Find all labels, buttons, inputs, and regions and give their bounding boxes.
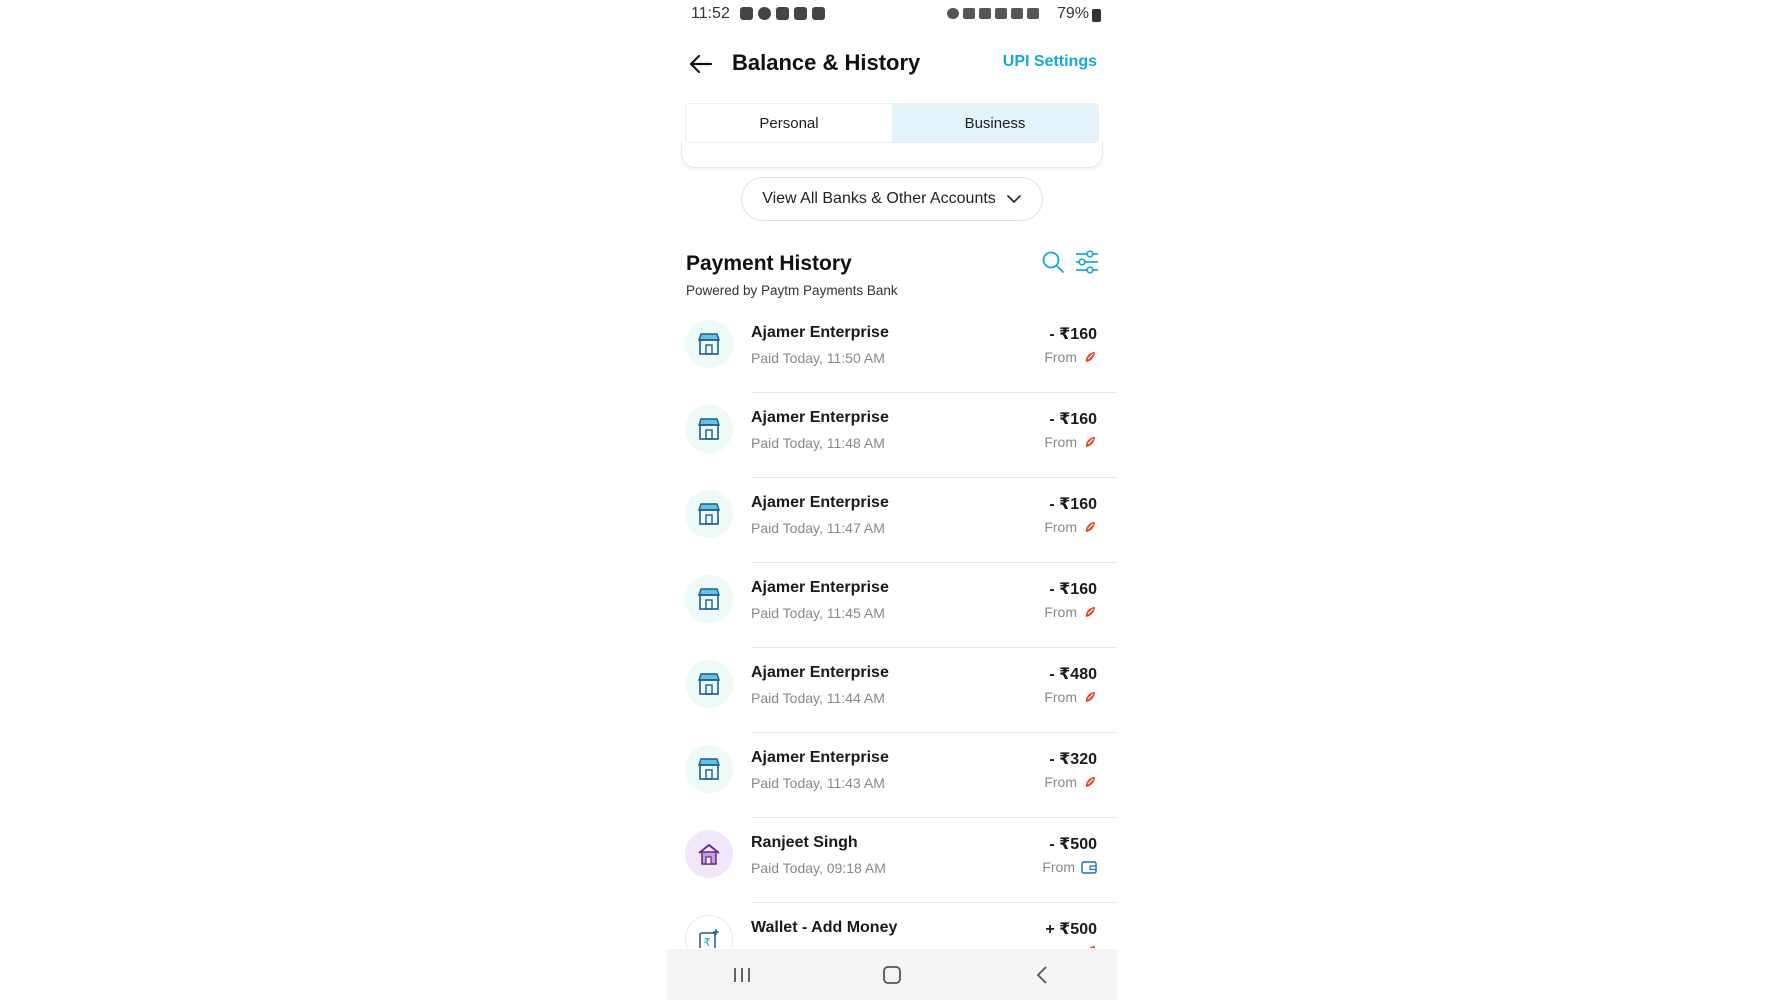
transaction-source [1044,604,1097,620]
transaction-amount: - ₹160 [1049,496,1097,513]
search-icon [1041,250,1065,274]
transaction-row[interactable] [667,733,1117,818]
transaction-amount: - ₹160 [1049,326,1097,343]
volte-icon [995,8,1007,19]
from-label: From [1042,859,1075,875]
arrow-left-icon [685,48,717,80]
transaction-name: Ajamer Enterprise [751,409,889,426]
chevron-left-icon [1035,965,1049,985]
store-icon [696,331,722,357]
upi-settings-link[interactable]: UPI Settings [1002,53,1097,70]
volte-icon [963,8,975,19]
transaction-name: Ranjeet Singh [751,834,858,851]
checkbox-icon [812,7,825,20]
filter-sliders-icon [1074,248,1100,276]
tab-personal[interactable]: Personal [686,104,892,142]
signal-icon [979,8,991,19]
transaction-time: Paid Today, 11:43 AM [751,775,885,791]
transaction-row[interactable] [667,478,1117,563]
home-icon [696,841,722,867]
signal-icon [1027,8,1039,19]
from-label: From [1044,349,1077,365]
instagram-icon [776,7,789,20]
merchant-avatar [685,405,733,453]
balance-card-edge [681,142,1103,168]
bank-logo-icon [1083,350,1097,364]
transaction-row[interactable] [667,563,1117,648]
merchant-avatar [685,320,733,368]
system-back-button[interactable] [1022,955,1062,995]
transaction-source [1044,774,1097,790]
transaction-row[interactable] [667,308,1117,393]
phone-screen [667,0,1117,1000]
transaction-row[interactable] [667,648,1117,733]
system-icons [947,8,1039,19]
bank-logo-icon [1083,775,1097,789]
bank-logo-icon [1083,605,1097,619]
view-all-label: View All Banks & Other Accounts [762,190,996,207]
transaction-list [667,308,1117,948]
transaction-name: Ajamer Enterprise [751,749,889,766]
alarm-icon [947,8,959,19]
store-icon [696,501,722,527]
transaction-amount: - ₹160 [1049,411,1097,428]
from-label: From [1044,434,1077,450]
transaction-source [1042,859,1097,875]
transaction-time: Paid Today, 11:45 AM [751,605,885,621]
transaction-source [1044,349,1097,365]
instagram-icon [794,7,807,20]
transaction-amount: + ₹500 [1045,921,1097,938]
transaction-time: Paid Today, 11:48 AM [751,435,885,451]
status-bar [667,0,1117,30]
status-time: 11:52 [691,5,730,22]
transaction-amount: - ₹160 [1049,581,1097,598]
merchant-avatar [685,660,733,708]
home-square-icon [882,965,902,985]
contact-avatar [685,830,733,878]
transaction-source [1077,944,1097,948]
transaction-row[interactable] [667,393,1117,478]
transaction-time: Paid Today, 09:18 AM [751,860,886,876]
view-all-accounts-button[interactable] [741,177,1043,221]
store-icon [696,416,722,442]
transaction-time: Paid Today, 11:44 AM [751,690,885,706]
search-button[interactable] [1041,250,1065,274]
page-title: Balance & History [732,50,921,75]
message-icon [740,7,753,20]
filter-button[interactable] [1074,248,1100,276]
home-button[interactable] [872,955,912,995]
transaction-source [1044,434,1097,450]
wallet-icon [1081,860,1097,874]
transaction-time: Paid Today, 11:50 AM [751,350,885,366]
store-icon [696,756,722,782]
transaction-name: Wallet - Add Money [751,919,898,936]
merchant-avatar [685,575,733,623]
transaction-name: Ajamer Enterprise [751,324,889,341]
battery-percentage: 79% [1056,5,1089,22]
recent-apps-icon [731,966,753,984]
payment-history-title: Payment History [686,252,852,275]
transaction-source [1044,689,1097,705]
transaction-amount: - ₹480 [1049,666,1097,683]
payment-history-subtitle: Powered by Paytm Payments Bank [686,283,898,298]
notification-icon [758,7,771,20]
transaction-name: Ajamer Enterprise [751,664,889,681]
wallet-add-icon [696,926,722,948]
tab-business[interactable]: Business [892,104,1098,142]
transaction-row[interactable] [667,903,1117,948]
wallet-avatar [685,915,733,948]
bank-logo-icon [1083,690,1097,704]
merchant-avatar [685,490,733,538]
from-label: From [1044,689,1077,705]
transaction-time: Paid Today, 11:47 AM [751,520,885,536]
from-label: From [1044,774,1077,790]
account-type-tabs [685,103,1099,143]
app-header [667,40,1117,88]
bank-logo-icon [1083,435,1097,449]
transaction-name: Ajamer Enterprise [751,494,889,511]
lte-icon [1011,8,1023,19]
recent-apps-button[interactable] [722,955,762,995]
transaction-amount: - ₹320 [1049,751,1097,768]
back-button[interactable] [685,48,717,80]
transaction-row[interactable] [667,818,1117,903]
from-label: From [1044,604,1077,620]
bank-logo-icon [1083,520,1097,534]
bank-logo-icon [1083,944,1097,948]
battery-icon [1092,9,1101,22]
transaction-amount: - ₹500 [1049,836,1097,853]
transaction-source [1044,519,1097,535]
chevron-down-icon [1006,191,1022,207]
svg-text:₹: ₹ [703,936,711,948]
merchant-avatar [685,745,733,793]
store-icon [696,586,722,612]
from-label: From [1044,519,1077,535]
transaction-name: Ajamer Enterprise [751,579,889,596]
system-navigation-bar [667,949,1117,1000]
notification-icons [740,7,825,20]
store-icon [696,671,722,697]
